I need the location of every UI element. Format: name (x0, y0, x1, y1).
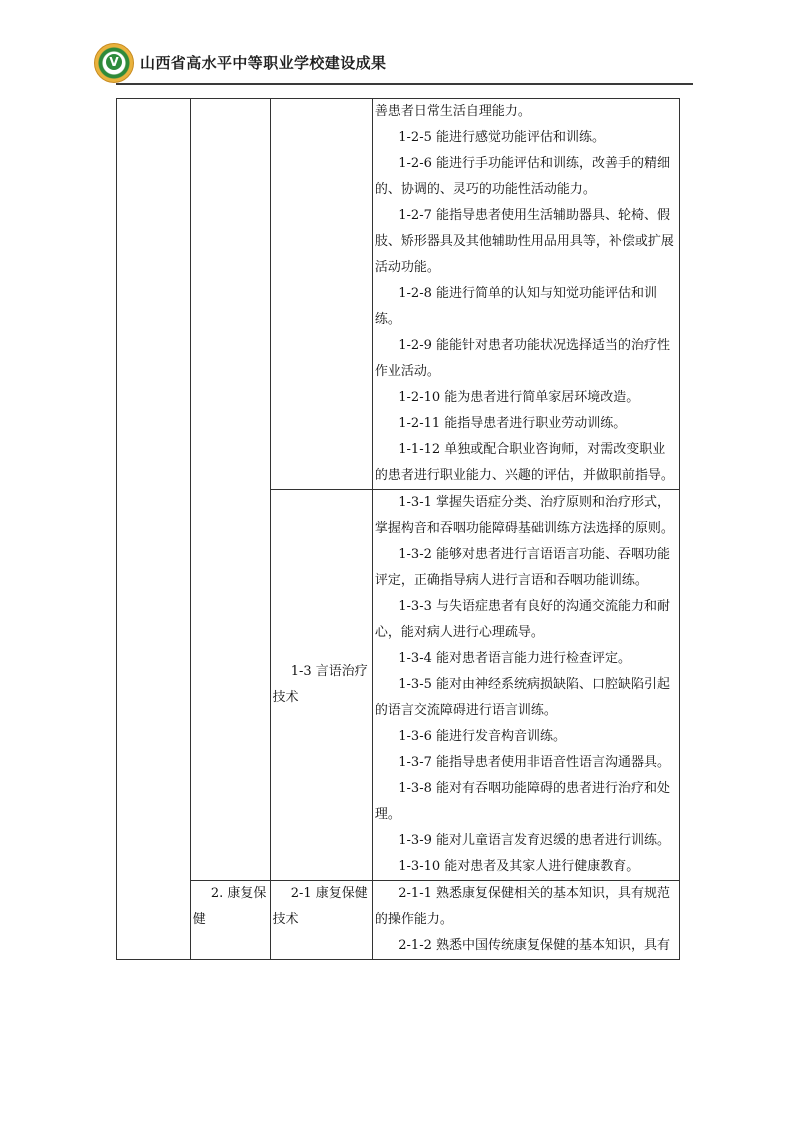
category-cell (190, 881, 270, 960)
description-cell (372, 490, 679, 881)
description-paragraph: 1-2-6 能进行手功能评估和训练，改善手的精细的、协调的、灵巧的功能性活动能力。 (374, 156, 670, 197)
description-paragraph: 1-3-4 能对患者语言能力进行检查评定。 (398, 651, 631, 666)
skill-cell (270, 881, 372, 960)
description-cell (372, 881, 679, 960)
description-paragraph: 1-2-9 能能针对患者功能状况选择适当的治疗性作业活动。 (374, 338, 670, 379)
description-cell (372, 99, 679, 490)
description-paragraph: 善患者日常生活自理能力。 (374, 104, 531, 119)
description-paragraph: 1-2-7 能指导患者使用生活辅助器具、轮椅、假肢、矫形器具及其他辅助性用品用具等，补偿或扩展活动功能。 (374, 208, 674, 275)
competency-table (116, 98, 680, 960)
description-paragraph: 2-1-1 熟悉康复保健相关的基本知识，具有规范的操作能力。 (374, 886, 670, 927)
description-paragraph: 1-2-5 能进行感觉功能评估和训练。 (398, 130, 605, 145)
description-paragraph: 1-2-10 能为患者进行简单家居环境改造。 (398, 390, 640, 405)
description-paragraph: 1-1-12 单独或配合职业咨询师，对需改变职业的患者进行职业能力、兴趣的评估，并做职前指导。 (374, 442, 674, 483)
skill-cell (270, 99, 372, 490)
logo-mark: V (106, 54, 122, 70)
description-paragraph: 2-1-2 熟悉中国传统康复保健的基本知识，具有 (398, 938, 670, 953)
description-paragraph: 1-3-7 能指导患者使用非语音性语言沟通器具。 (398, 755, 670, 770)
description-paragraph: 1-3-6 能进行发音构音训练。 (398, 729, 566, 744)
skill-cell (270, 490, 372, 881)
category-label: 2. 康复保健 (192, 886, 267, 927)
description-paragraph: 1-3-1 掌握失语症分类、治疗原则和治疗形式，掌握构音和吞咽功能障碍基础训练方法选择的原则。 (374, 495, 674, 536)
description-paragraph: 1-2-11 能指导患者进行职业劳动训练。 (398, 416, 627, 431)
empty-column-cell (117, 99, 191, 960)
description-paragraph: 1-2-8 能进行简单的认知与知觉功能评估和训练。 (374, 286, 657, 327)
category-cell (190, 99, 270, 881)
description-paragraph: 1-3-5 能对由神经系统病损缺陷、口腔缺陷引起的语言交流障碍进行语言训练。 (374, 677, 670, 718)
school-logo-icon (94, 43, 134, 83)
page-header (0, 0, 793, 90)
skill-label: 2-1 康复保健技术 (272, 886, 368, 927)
description-paragraph: 1-3-2 能够对患者进行言语语言功能、吞咽功能评定，正确指导病人进行言语和吞咽功能训练。 (374, 547, 670, 588)
header-divider (116, 83, 693, 85)
description-paragraph: 1-3-3 与失语症患者有良好的沟通交流能力和耐心，能对病人进行心理疏导。 (374, 599, 670, 640)
description-paragraph: 1-3-8 能对有吞咽功能障碍的患者进行治疗和处理。 (374, 781, 670, 822)
description-paragraph: 1-3-9 能对儿童语言发育迟缓的患者进行训练。 (398, 833, 670, 848)
table-row (117, 881, 680, 960)
description-paragraph: 1-3-10 能对患者及其家人进行健康教育。 (398, 859, 640, 874)
table-row (117, 99, 680, 490)
header-title: 山西省高水平中等职业学校建设成果 (140, 54, 387, 72)
skill-label: 1-3 言语治疗技术 (272, 664, 368, 705)
